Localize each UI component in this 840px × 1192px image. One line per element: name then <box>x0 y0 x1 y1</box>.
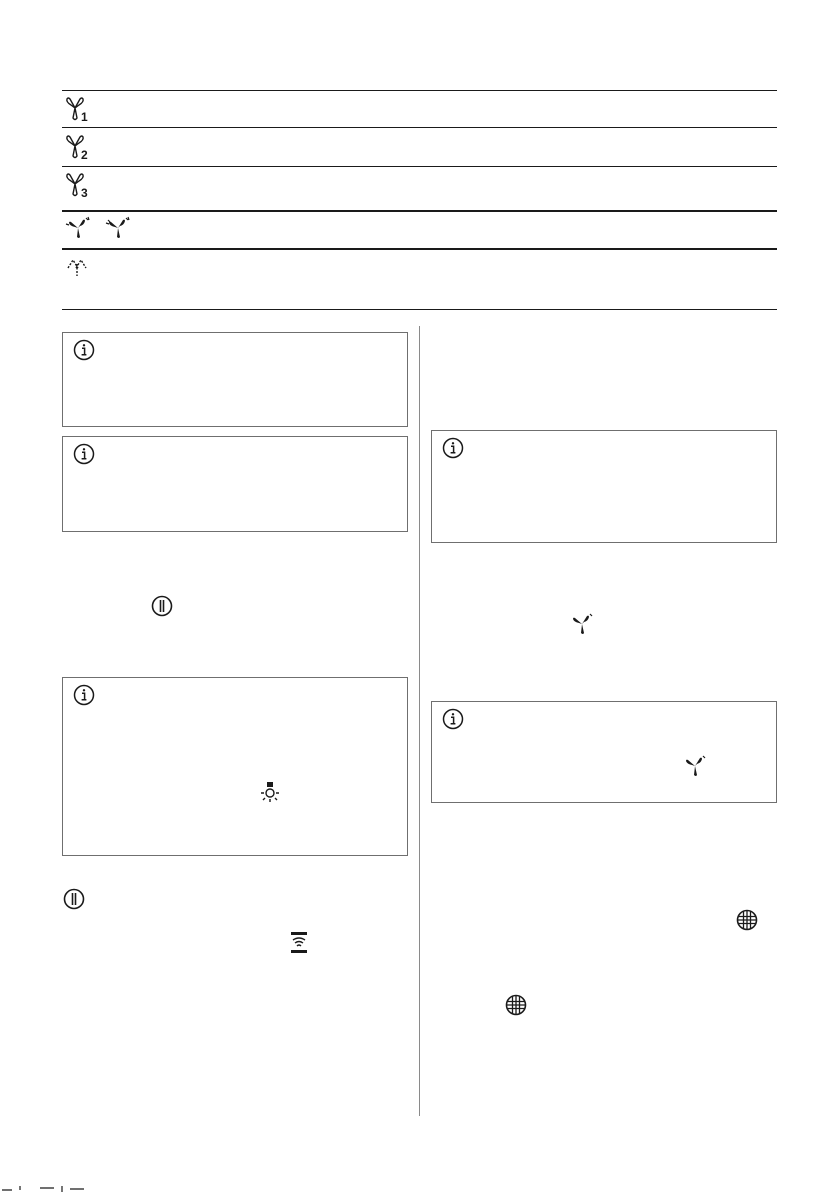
fan-icon <box>682 754 708 778</box>
fan-speed-1-icon <box>64 96 98 122</box>
page-footer-marks <box>0 1182 100 1192</box>
table-rule <box>62 248 777 250</box>
light-icon <box>258 781 282 805</box>
info-icon <box>73 339 95 361</box>
info-box <box>62 677 408 856</box>
grid-icon <box>505 994 527 1016</box>
power-icon <box>62 887 86 911</box>
power-icon <box>150 594 174 618</box>
fan-icon <box>569 612 595 636</box>
info-box <box>62 332 408 427</box>
fan-boost-1-icon <box>64 216 94 242</box>
svg-text:3: 3 <box>81 186 88 198</box>
grid-icon <box>736 909 758 931</box>
svg-text:2: 2 <box>81 148 88 160</box>
table-rule <box>62 166 777 167</box>
info-box <box>431 430 777 543</box>
table-rule <box>62 127 777 128</box>
table-rule <box>62 309 777 310</box>
grease-filter-icon <box>288 931 310 955</box>
table-rule <box>62 210 777 212</box>
fan-speed-3-icon <box>64 172 98 198</box>
svg-text:1: 1 <box>81 110 88 122</box>
breeze-icon <box>64 254 94 278</box>
fan-speed-2-icon <box>64 134 98 160</box>
info-box <box>431 701 777 803</box>
fan-boost-2-icon <box>104 216 134 242</box>
table-rule <box>62 90 777 91</box>
info-icon <box>73 443 95 465</box>
info-icon <box>442 708 464 730</box>
column-divider <box>419 326 420 1116</box>
info-icon <box>442 437 464 459</box>
info-icon <box>73 684 95 706</box>
info-box <box>62 436 408 532</box>
